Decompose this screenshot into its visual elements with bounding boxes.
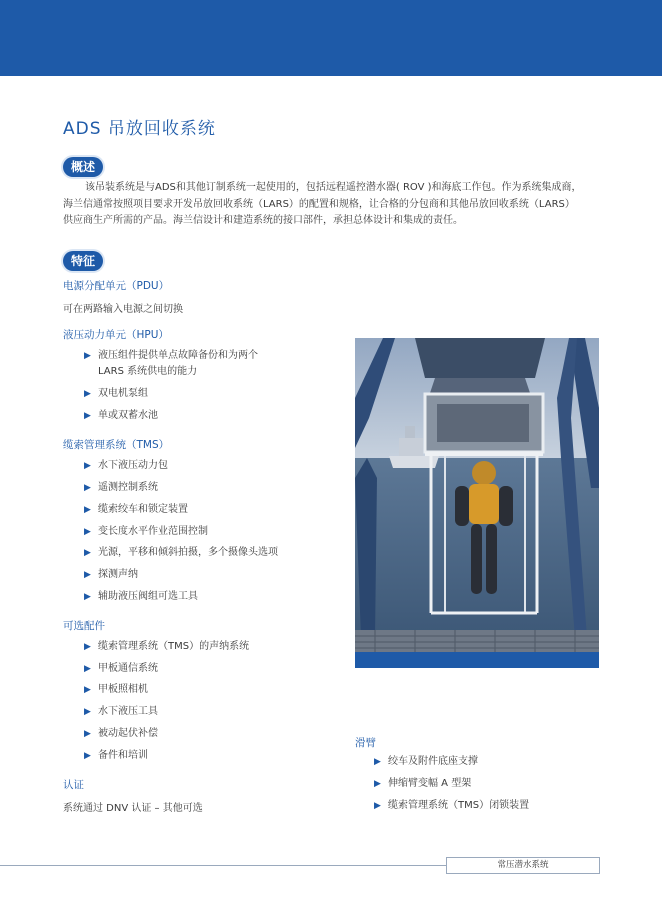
ads-diver-lars-photo bbox=[355, 338, 599, 668]
arrow-bullet-icon: ▶ bbox=[84, 729, 91, 739]
arrow-bullet-icon: ▶ bbox=[374, 801, 381, 811]
overview-paragraph bbox=[63, 180, 603, 230]
overview-badge: 概述 bbox=[63, 157, 103, 177]
footer-divider bbox=[0, 865, 446, 866]
arrow-bullet-icon: ▶ bbox=[84, 411, 91, 421]
options-heading: 可选配件 bbox=[63, 620, 105, 632]
list-item: ▶ 辅助液压阀组可选工具 bbox=[84, 589, 198, 605]
list-item: ▶ 探测声纳 bbox=[84, 567, 138, 583]
list-item: ▶ 液压组件提供单点故障备份和为两个 LARS 系统供电的能力 bbox=[84, 350, 258, 377]
list-item: ▶ 水下液压动力包 bbox=[84, 458, 168, 474]
arrow-bullet-icon: ▶ bbox=[84, 461, 91, 471]
list-item: ▶ 绞车及附件底座支撑 bbox=[374, 754, 478, 770]
arrow-bullet-icon: ▶ bbox=[84, 570, 91, 580]
arrow-bullet-icon: ▶ bbox=[84, 548, 91, 558]
features-badge: 特征 bbox=[63, 251, 103, 271]
page-title: ADS 吊放回收系统 bbox=[63, 119, 216, 139]
arrow-bullet-icon: ▶ bbox=[84, 707, 91, 717]
arrow-bullet-icon: ▶ bbox=[84, 505, 91, 515]
list-item: ▶ 甲板通信系统 bbox=[84, 661, 158, 677]
pdu-text: 可在两路输入电源之间切换 bbox=[63, 304, 183, 315]
list-item: ▶ 光源，平移和倾斜拍摄，多个摄像头选项 bbox=[84, 545, 278, 561]
list-item: ▶ 缆索管理系统（TMS）的声纳系统 bbox=[84, 639, 249, 655]
slide-heading: 滑臂 bbox=[355, 737, 376, 749]
arrow-bullet-icon: ▶ bbox=[84, 685, 91, 695]
list-item: ▶ 变长度水平作业范围控制 bbox=[84, 524, 208, 540]
header-bar bbox=[0, 0, 662, 76]
list-item: ▶ 单或双蓄水池 bbox=[84, 408, 158, 424]
arrow-bullet-icon: ▶ bbox=[84, 592, 91, 602]
arrow-bullet-icon: ▶ bbox=[84, 389, 91, 399]
footer-label: 常压潜水系统 bbox=[446, 857, 600, 874]
arrow-bullet-icon: ▶ bbox=[84, 351, 91, 361]
list-item: ▶ 水下液压工具 bbox=[84, 704, 158, 720]
overview-line-3: 供应商生产所需的产品。海兰信设计和建造系统的接口部件，承担总体设计和集成的责任。 bbox=[63, 215, 463, 226]
arrow-bullet-icon: ▶ bbox=[84, 664, 91, 674]
cert-heading: 认证 bbox=[63, 779, 84, 791]
list-item: ▶ 伸缩臂变幅 A 型架 bbox=[374, 776, 471, 792]
hpu-heading: 液压动力单元（HPU） bbox=[63, 329, 169, 341]
tms-heading: 缆索管理系统（TMS） bbox=[63, 439, 170, 451]
arrow-bullet-icon: ▶ bbox=[84, 483, 91, 493]
list-item: ▶ 缆索绞车和锁定装置 bbox=[84, 502, 188, 518]
list-item: ▶ 遥测控制系统 bbox=[84, 480, 158, 496]
arrow-bullet-icon: ▶ bbox=[84, 527, 91, 537]
list-item: ▶ 双电机泵组 bbox=[84, 386, 148, 402]
list-item: ▶ 缆索管理系统（TMS）闭锁装置 bbox=[374, 798, 529, 814]
list-item: ▶ 被动起伏补偿 bbox=[84, 726, 158, 742]
list-item: ▶ 备件和培训 bbox=[84, 748, 148, 764]
overview-line-2: 海兰信通常按照项目要求开发吊放回收系统（LARS）的配置和规格，让合格的分包商和其他吊放回收系统（LARS） bbox=[63, 198, 575, 210]
arrow-bullet-icon: ▶ bbox=[374, 757, 381, 767]
arrow-bullet-icon: ▶ bbox=[84, 751, 91, 761]
arrow-bullet-icon: ▶ bbox=[84, 642, 91, 652]
overview-line-1: 该吊装系统是与ADS和其他订制系统一起使用的，包括远程遥控潜水器( ROV )和海底工作包。作为系统集成商， bbox=[85, 182, 582, 193]
pdu-heading: 电源分配单元（PDU） bbox=[63, 280, 170, 292]
arrow-bullet-icon: ▶ bbox=[374, 779, 381, 789]
list-item: ▶ 甲板照相机 bbox=[84, 682, 148, 698]
cert-text: 系统通过 DNV 认证 – 其他可选 bbox=[63, 803, 203, 814]
